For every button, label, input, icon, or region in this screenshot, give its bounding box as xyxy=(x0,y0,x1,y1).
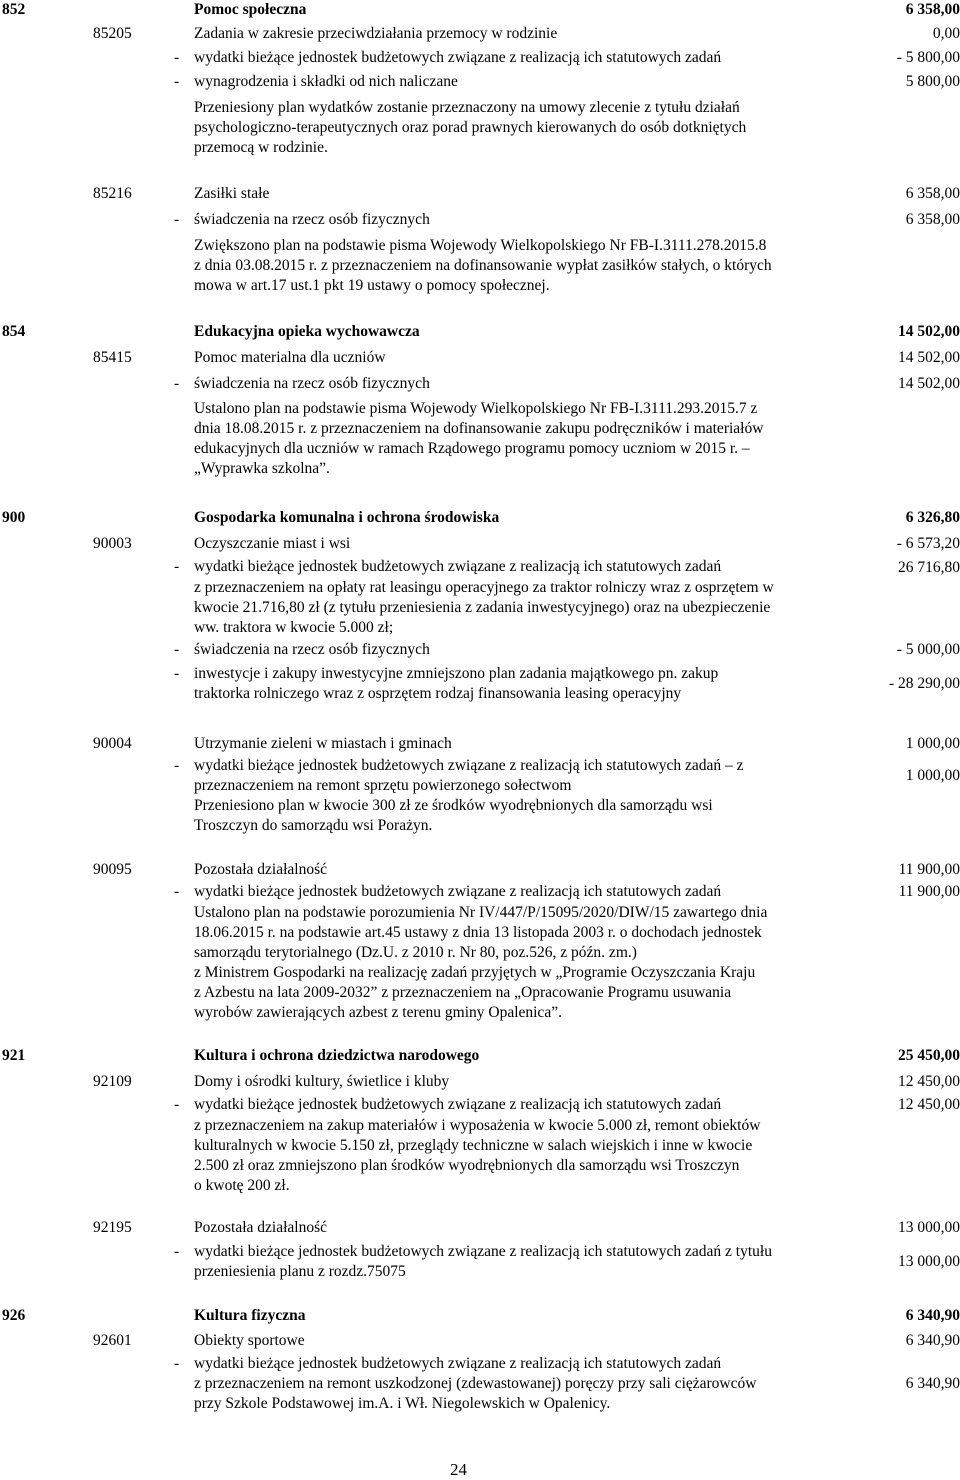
chapter-code: 85205 xyxy=(93,25,132,42)
section-title: Kultura fizyczna xyxy=(194,1307,306,1324)
item-amount: 6 340,90 xyxy=(905,1375,960,1392)
item-amount: 1 000,00 xyxy=(905,767,960,784)
note-text: przeniesienia planu z rozdz.75075 xyxy=(194,1263,406,1280)
item-label: wynagrodzenia i składki od nich naliczane xyxy=(194,73,458,90)
section-code: 900 xyxy=(2,509,26,526)
chapter-amount: 1 000,00 xyxy=(905,735,960,752)
note-text: Troszczyn do samorządu wsi Porażyn. xyxy=(194,817,433,834)
section-amount: 25 450,00 xyxy=(898,1047,960,1064)
note-text: z dnia 03.08.2015 r. z przeznaczeniem na dofinansowanie wypłat zasiłków stałych, o których xyxy=(194,257,772,274)
note-text: samorządu terytorialnego (Dz.U. z 2010 r. Nr 80, poz.526, z późn. zm.) xyxy=(194,944,637,961)
chapter-title: Zadania w zakresie przeciwdziałania przemocy w rodzinie xyxy=(194,25,558,42)
chapter-code: 92601 xyxy=(93,1332,132,1349)
chapter-amount: 0,00 xyxy=(932,25,960,42)
note-text: przemocą w rodzinie. xyxy=(194,139,328,156)
note-text: Zwiększono plan na podstawie pisma Wojewody Wielkopolskiego Nr FB-I.3111.278.2015.8 xyxy=(194,237,767,254)
chapter-code: 85415 xyxy=(93,349,132,366)
item-dash: - xyxy=(174,1096,180,1113)
section-title: Gospodarka komunalna i ochrona środowiska xyxy=(194,509,500,526)
item-dash: - xyxy=(174,1243,180,1260)
note-text: z przeznaczeniem na opłaty rat leasingu operacyjnego za traktor rolniczy wraz z osprzętem w xyxy=(194,579,774,596)
item-dash: - xyxy=(174,73,180,90)
note-text: traktorka rolniczego wraz z osprzętem rodzaj finansowania leasing operacyjny xyxy=(194,685,682,702)
item-amount: 6 358,00 xyxy=(905,211,960,228)
chapter-amount: 12 450,00 xyxy=(898,1073,960,1090)
note-text: mowa w art.17 ust.1 pkt 19 ustawy o pomocy społecznej. xyxy=(194,277,550,294)
item-amount: 5 800,00 xyxy=(905,73,960,90)
note-text: 18.06.2015 r. na podstawie art.45 ustawy z dnia 13 listopada 2003 r. o dochodach jednostek xyxy=(194,924,762,941)
item-dash: - xyxy=(174,883,180,900)
item-amount: 26 716,80 xyxy=(898,559,960,576)
item-dash: - xyxy=(174,1355,180,1372)
note-text: z Ministrem Gospodarki na realizację zadań przyjętych w „Programie Oczyszczania Kraju xyxy=(194,964,756,981)
chapter-code: 92109 xyxy=(93,1073,132,1090)
chapter-title: Obiekty sportowe xyxy=(194,1332,305,1349)
item-amount: 13 000,00 xyxy=(898,1253,960,1270)
section-title: Kultura i ochrona dziedzictwa narodowego xyxy=(194,1047,480,1064)
section-code: 852 xyxy=(2,1,26,18)
section-code: 854 xyxy=(2,323,26,340)
chapter-code: 90004 xyxy=(93,735,132,752)
chapter-amount: 13 000,00 xyxy=(898,1219,960,1236)
note-text: przy Szkole Podstawowej im.A. i Wł. Niegolewskich w Opalenicy. xyxy=(194,1395,611,1412)
note-text: Przeniesiono plan w kwocie 300 zł ze środków wyodrębnionych dla samorządu wsi xyxy=(194,797,713,814)
note-text: Ustalono plan na podstawie porozumienia Nr IV/447/P/15095/2020/DIW/15 zawartego dnia xyxy=(194,904,768,921)
item-label: świadczenia na rzecz osób fizycznych xyxy=(194,211,430,228)
chapter-code: 92195 xyxy=(93,1219,132,1236)
note-text: ww. traktora w kwocie 5.000 zł; xyxy=(194,619,394,636)
note-text: z przeznaczeniem na remont uszkodzonej (zdewastowanej) poręczy przy sali ciężarowców xyxy=(194,1375,757,1392)
section-amount: 6 358,00 xyxy=(905,1,960,18)
item-amount: - 28 290,00 xyxy=(888,675,960,692)
item-label: wydatki bieżące jednostek budżetowych związane z realizacją ich statutowych zadań xyxy=(194,49,722,66)
item-label: wydatki bieżące jednostek budżetowych związane z realizacją ich statutowych zadań z tytułu xyxy=(194,1243,772,1260)
chapter-code: 90003 xyxy=(93,535,132,552)
chapter-code: 85216 xyxy=(93,185,132,202)
note-text: psychologiczno-terapeutycznych oraz porad prawnych kierowanych do osób dotkniętych xyxy=(194,119,747,136)
chapter-amount: 14 502,00 xyxy=(898,349,960,366)
item-amount: 14 502,00 xyxy=(898,375,960,392)
chapter-title: Pozostała działalność xyxy=(194,1219,327,1236)
item-dash: - xyxy=(174,49,180,66)
chapter-amount: 6 358,00 xyxy=(905,185,960,202)
note-text: Przeniesiony plan wydatków zostanie przeznaczony na umowy zlecenie z tytułu działań xyxy=(194,99,740,116)
note-text: „Wyprawka szkolna”. xyxy=(194,460,330,477)
section-title: Pomoc społeczna xyxy=(194,1,307,18)
item-dash: - xyxy=(174,665,180,682)
note-text: edukacyjnych dla uczniów w ramach Rządowego programu pomocy uczniom w 2015 r. – xyxy=(194,440,750,457)
item-label: wydatki bieżące jednostek budżetowych związane z realizacją ich statutowych zadań xyxy=(194,883,722,900)
note-text: z Azbestu na lata 2009-2032” z przeznaczeniem na „Opracowanie Programu usuwania xyxy=(194,984,732,1001)
section-code: 921 xyxy=(2,1047,26,1064)
item-amount: - 5 800,00 xyxy=(896,49,960,66)
item-dash: - xyxy=(174,757,180,774)
item-label: wydatki bieżące jednostek budżetowych związane z realizacją ich statutowych zadań xyxy=(194,1096,722,1113)
chapter-amount: 6 340,90 xyxy=(905,1332,960,1349)
note-text: Ustalono plan na podstawie pisma Wojewody Wielkopolskiego Nr FB-I.3111.293.2015.7 z xyxy=(194,400,758,417)
chapter-amount: 11 900,00 xyxy=(898,861,960,878)
section-amount: 6 326,80 xyxy=(905,509,960,526)
note-text: z przeznaczeniem na zakup materiałów i wyposażenia w kwocie 5.000 zł, remont obiektów xyxy=(194,1117,761,1134)
chapter-title: Oczyszczanie miast i wsi xyxy=(194,535,351,552)
item-label: wydatki bieżące jednostek budżetowych związane z realizacją ich statutowych zadań – z xyxy=(194,757,744,774)
note-text: kulturalnych w kwocie 5.150 zł, przeglądy techniczne w salach wiejskich i inne w kwocie xyxy=(194,1137,753,1154)
note-text: o kwotę 200 zł. xyxy=(194,1177,290,1194)
note-text: wyrobów zawierających azbest z terenu gminy Opalenica”. xyxy=(194,1004,562,1021)
chapter-title: Utrzymanie zieleni w miastach i gminach xyxy=(194,735,452,752)
note-text: kwocie 21.716,80 zł (z tytułu przeniesienia z zadania inwestycyjnego) oraz na ubezpieczenie xyxy=(194,599,771,616)
chapter-title: Domy i ośrodki kultury, świetlice i kluby xyxy=(194,1073,450,1090)
item-label: świadczenia na rzecz osób fizycznych xyxy=(194,641,430,658)
section-code: 926 xyxy=(2,1307,26,1324)
item-label: wydatki bieżące jednostek budżetowych związane z realizacją ich statutowych zadań xyxy=(194,1355,722,1372)
section-title: Edukacyjna opieka wychowawcza xyxy=(194,323,420,340)
note-text: przeznaczeniem na remont sprzętu powierzonego sołectwom xyxy=(194,777,572,794)
item-dash: - xyxy=(174,375,180,392)
item-amount: 11 900,00 xyxy=(898,883,960,900)
item-label: inwestycje i zakupy inwestycyjne zmniejszono plan zadania majątkowego pn. zakup xyxy=(194,665,719,682)
chapter-code: 90095 xyxy=(93,861,132,878)
page-number: 24 xyxy=(450,1460,467,1479)
note-text: dnia 18.08.2015 r. z przeznaczeniem na dofinansowanie zakupu podręczników i materiałów xyxy=(194,420,764,437)
chapter-title: Zasiłki stałe xyxy=(194,185,270,202)
item-amount: 12 450,00 xyxy=(898,1096,960,1113)
item-label: wydatki bieżące jednostek budżetowych związane z realizacją ich statutowych zadań xyxy=(194,558,722,575)
item-dash: - xyxy=(174,641,180,658)
item-dash: - xyxy=(174,211,180,228)
section-amount: 14 502,00 xyxy=(898,323,960,340)
chapter-title: Pozostała działalność xyxy=(194,861,327,878)
chapter-title: Pomoc materialna dla uczniów xyxy=(194,349,386,366)
item-dash: - xyxy=(174,558,180,575)
item-amount: - 5 000,00 xyxy=(896,641,960,658)
chapter-amount: - 6 573,20 xyxy=(896,535,960,552)
item-label: świadczenia na rzecz osób fizycznych xyxy=(194,375,430,392)
section-amount: 6 340,90 xyxy=(905,1307,960,1324)
note-text: 2.500 zł oraz zmniejszono plan środków wyodrębnionych dla samorządu wsi Troszczyn xyxy=(194,1157,740,1174)
